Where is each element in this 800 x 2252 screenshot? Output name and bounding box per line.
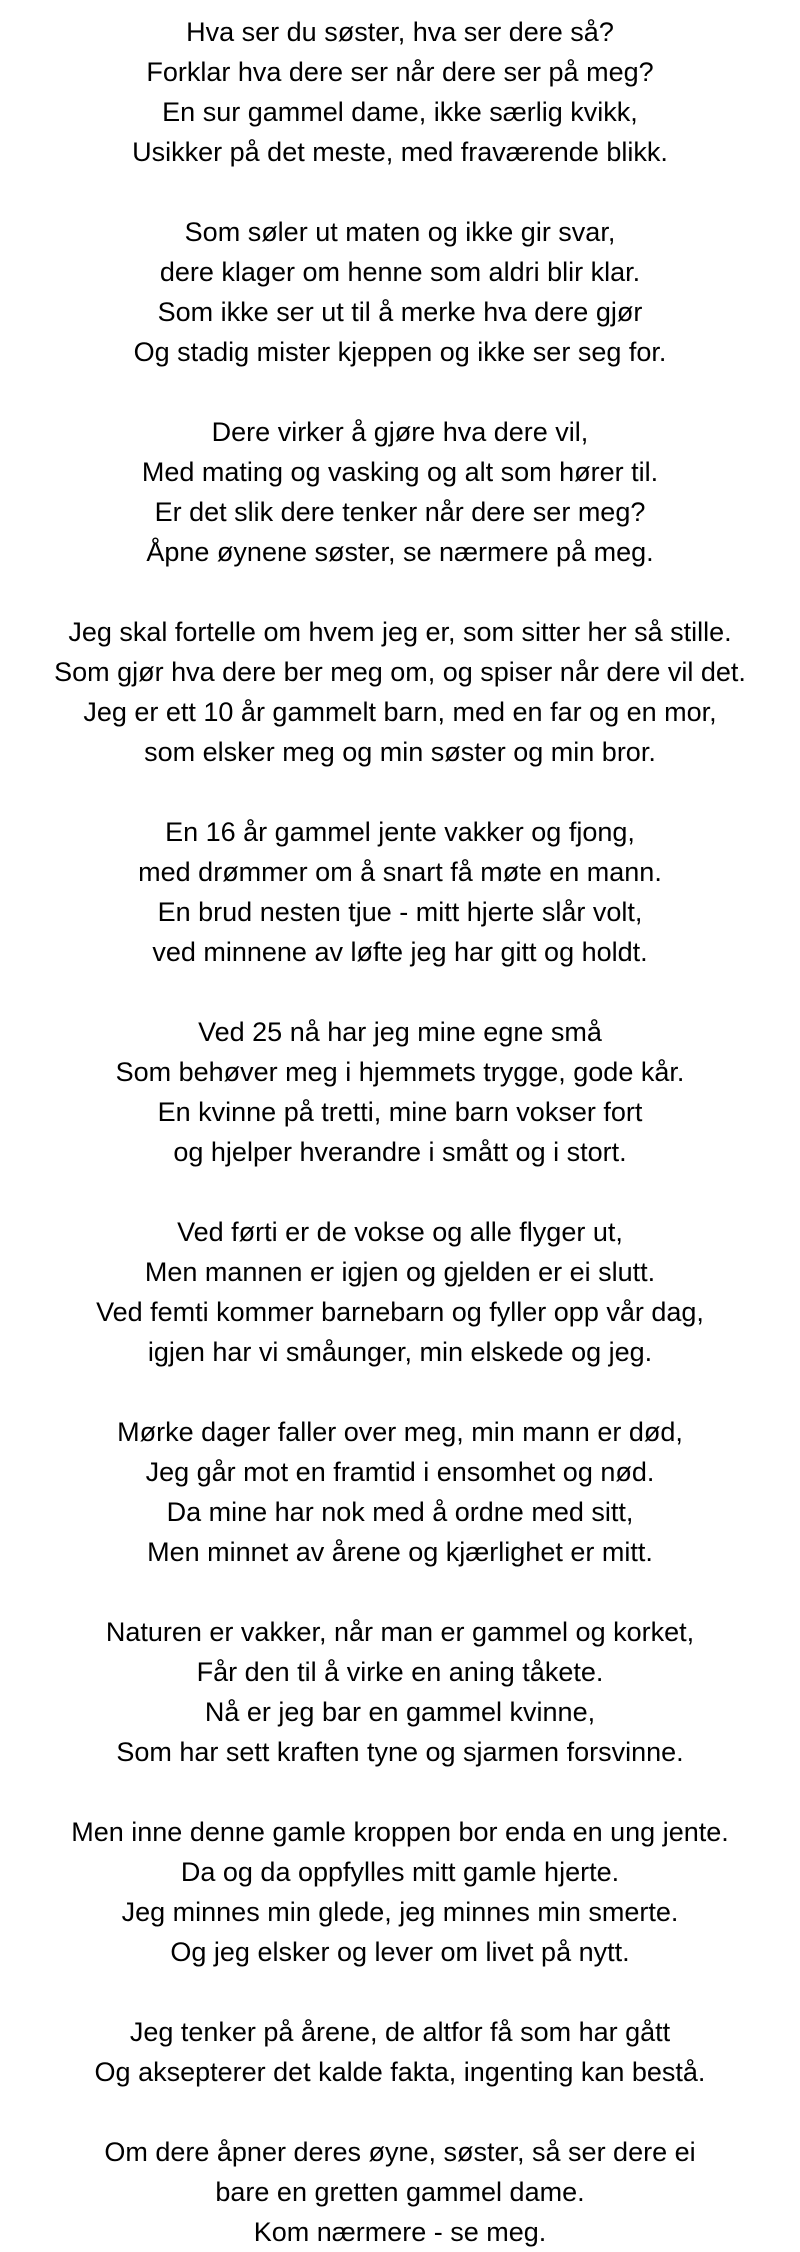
poem-line: Om dere åpner deres øyne, søster, så ser dere ei — [104, 2137, 696, 2167]
poem-line: Som ikke ser ut til å merke hva dere gjør — [157, 297, 643, 327]
poem-line: Åpne øynene søster, se nærmere på meg. — [146, 537, 654, 567]
poem-line: Og stadig mister kjeppen og ikke ser seg for. — [133, 337, 667, 367]
poem-line: Ved 25 nå har jeg mine egne små — [198, 1017, 602, 1047]
poem-line: Da mine har nok med å ordne med sitt, — [166, 1497, 634, 1527]
stanza — [0, 2132, 800, 2252]
poem-line: Dere virker å gjøre hva dere vil, — [211, 417, 589, 447]
poem-line: Da og da oppfylles mitt gamle hjerte. — [180, 1857, 620, 1887]
poem-line: Med mating og vasking og alt som hører til. — [141, 457, 659, 487]
poem-line: Forklar hva dere ser når dere ser på meg? — [146, 57, 654, 87]
poem-line: Jeg tenker på årene, de altfor få som har gått — [129, 2017, 671, 2047]
stanza — [0, 1012, 800, 1172]
poem-line: Mørke dager faller over meg, min mann er død, — [117, 1417, 683, 1447]
poem-line: Får den til å virke en aning tåkete. — [196, 1657, 604, 1687]
poem-line: med drømmer om å snart få møte en mann. — [138, 857, 662, 887]
stanza — [0, 12, 800, 172]
poem-line: som elsker meg og min søster og min bror. — [144, 737, 656, 767]
poem-line: bare en gretten gammel dame. — [215, 2177, 585, 2207]
poem-line: Nå er jeg bar en gammel kvinne, — [204, 1697, 596, 1727]
poem-line: Jeg går mot en framtid i ensomhet og nød. — [145, 1457, 655, 1487]
poem-line: Ved femti kommer barnebarn og fyller opp vår dag, — [96, 1297, 704, 1327]
poem-line: Ved førti er de vokse og alle flyger ut, — [177, 1217, 623, 1247]
stanza — [0, 612, 800, 772]
poem-line: En 16 år gammel jente vakker og fjong, — [165, 817, 635, 847]
stanza — [0, 1812, 800, 1972]
poem-line: Naturen er vakker, når man er gammel og korket, — [105, 1617, 695, 1647]
poem-line: og hjelper hverandre i smått og i stort. — [173, 1137, 627, 1167]
stanza — [0, 2012, 800, 2092]
stanza — [0, 1212, 800, 1372]
poem-line: igjen har vi småunger, min elskede og jeg. — [147, 1337, 653, 1367]
poem-line: Som behøver meg i hjemmets trygge, gode kår. — [115, 1057, 685, 1087]
poem-line: Jeg skal fortelle om hvem jeg er, som sitter her så stille. — [68, 617, 732, 647]
poem-line: Er det slik dere tenker når dere ser meg? — [154, 497, 646, 527]
poem-line: En sur gammel dame, ikke særlig kvikk, — [162, 97, 638, 127]
poem-line: En brud nesten tjue - mitt hjerte slår volt, — [157, 897, 643, 927]
poem-line: Kom nærmere - se meg. — [253, 2217, 547, 2247]
poem-line: Jeg minnes min glede, jeg minnes min smerte. — [121, 1897, 679, 1927]
stanza — [0, 212, 800, 372]
poem-line: dere klager om henne som aldri blir klar. — [159, 257, 641, 287]
poem-line: Jeg er ett 10 år gammelt barn, med en far og en mor, — [83, 697, 717, 727]
stanza — [0, 412, 800, 572]
poem-line: Og aksepterer det kalde fakta, ingenting kan bestå. — [94, 2057, 706, 2087]
poem-line: En kvinne på tretti, mine barn vokser fort — [157, 1097, 643, 1127]
poem-line: Og jeg elsker og lever om livet på nytt. — [170, 1937, 630, 1967]
poem-line: Men minnet av årene og kjærlighet er mitt. — [147, 1537, 653, 1567]
poem-line: Som har sett kraften tyne og sjarmen forsvinne. — [116, 1737, 684, 1767]
stanza — [0, 1612, 800, 1772]
poem-line: Som gjør hva dere ber meg om, og spiser når dere vil det. — [54, 657, 746, 687]
poem-line: Men inne denne gamle kroppen bor enda en ung jente. — [71, 1817, 729, 1847]
poem-line: Usikker på det meste, med fraværende blikk. — [132, 137, 668, 167]
poem-line: Som søler ut maten og ikke gir svar, — [184, 217, 616, 247]
poem-line: ved minnene av løfte jeg har gitt og holdt. — [152, 937, 648, 967]
poem-line: Men mannen er igjen og gjelden er ei slutt. — [144, 1257, 656, 1287]
stanza — [0, 1412, 800, 1572]
stanza — [0, 812, 800, 972]
poem-line: Hva ser du søster, hva ser dere så? — [186, 17, 614, 47]
